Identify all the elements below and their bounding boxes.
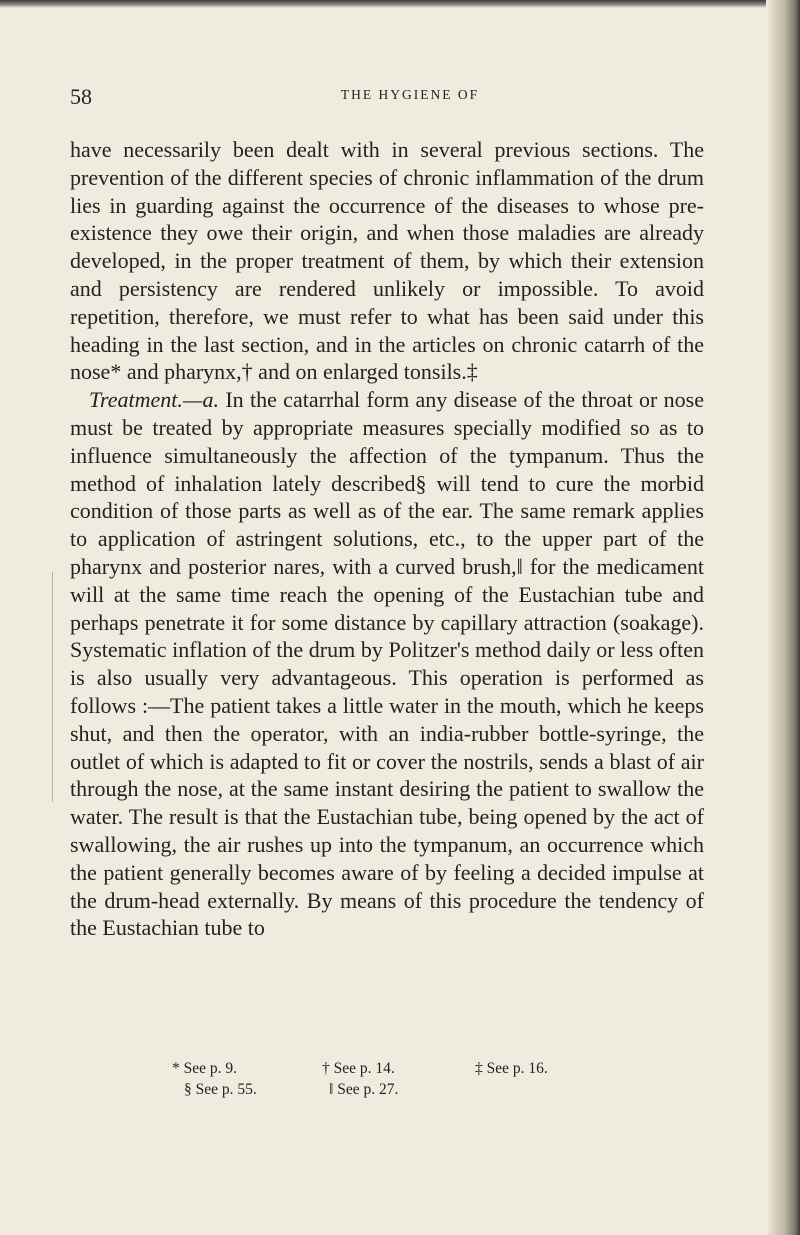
footnote: * See p. 9. [172, 1060, 238, 1077]
footnote: ‡ See p. 16. [475, 1060, 548, 1077]
margin-pencil-mark [52, 572, 59, 802]
treatment-heading: Treatment.—a. [89, 387, 219, 413]
footnotes [70, 1058, 704, 1100]
paragraph-continued: have necessarily been dealt with in several previous sections. The prevention of the different species of chronic inflammation of the drum lies in guarding against the occurrence of the diseases to whose pre-existence they owe their origin, and when those maladies are already developed, in the proper treatment of them, by which their extension and persistency are rendered unlikely or impossible. To avoid repetition, therefore, we must refer to what has been said under this heading in the last section, and in the articles on chronic catarrh of the nose* and pharynx,† and on enlarged tonsils.‡ [70, 137, 704, 385]
body-text [70, 136, 704, 942]
footnote: ‖ See p. 27. [329, 1081, 399, 1098]
footnote: † See p. 14. [322, 1060, 395, 1077]
running-title: THE HYGIENE OF [340, 87, 480, 102]
page-number: 58 [70, 84, 92, 109]
footnote-row [70, 1058, 704, 1079]
paragraph-treatment [70, 386, 704, 942]
scan-top-edge [0, 0, 800, 8]
footnote: § See p. 55. [184, 1081, 257, 1098]
page-header [70, 84, 710, 114]
treatment-text: In the catarrhal form any disease of the throat or nose must be treated by appropriate measures specially modified so as to influence simultaneously the affection of the tympanum. Thus the method of inhalation lately described§ will tend to cure the morbid condition of those parts as well as of the ear. The same remark applies to application of astringent solutions, etc., to the upper part of the pharynx and posterior nares, with a curved brush,‖ for the medicament will at the same time reach the opening of the Eustachian tube and perhaps penetrate it for some distance by capillary attraction (soakage). Systematic inflation of the drum by Politzer's method daily or less often is also usually very advantageous. This operation is performed as follows :—The patient takes a little water in the mouth, which he keeps shut, and then the operator, with an india-rubber bottle-syringe, the outlet of which is adapted to fit or cover the nostrils, sends a blast of air through the nose, at the same instant desiring the patient to swallow the water. The result is that the Eustachian tube, being opened by the act of swallowing, the air rushes up into the tympanum, an occurrence which the patient generally becomes aware of by feeling a decided impulse at the drum-head externally. By means of this procedure the tendency of the Eustachian tube to [70, 387, 704, 941]
book-binding-edge [766, 0, 800, 1235]
footnote-row [70, 1079, 704, 1100]
